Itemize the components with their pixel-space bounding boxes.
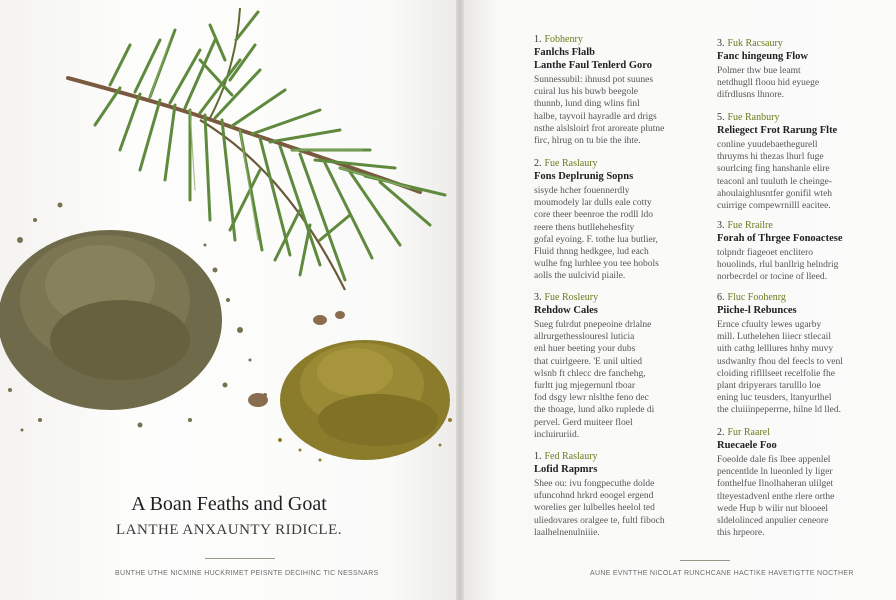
- entry-body-line: wede Hup b wilir nut blooeel: [717, 503, 829, 514]
- entry-body-line: Fluid thnng hedkgee, lud each: [534, 247, 649, 258]
- entry-body-line: norbecrdel or tocine of lleed.: [717, 272, 827, 283]
- entry-body-line: pencentlde ln lueonled ly liger: [717, 467, 833, 478]
- entry-category-label: Fue Rrailre: [727, 220, 773, 231]
- entry-heading: Ruecaele Foo: [717, 440, 777, 451]
- entry-category-label: Fue Ranbury: [727, 112, 780, 123]
- entry-heading: Fons Deplrunig Sopns: [534, 171, 634, 182]
- entry-subheading: Fanlchs Flalb: [534, 47, 595, 58]
- entry-number: 3.: [534, 292, 542, 303]
- entry-category: [717, 220, 877, 232]
- entry-body-line: fonthelfue Ilnolhaheran ulilget: [717, 479, 834, 490]
- entry-body-line: this hrpeore.: [717, 528, 765, 539]
- entry-category: [534, 451, 694, 463]
- entry-category: [534, 292, 694, 304]
- entry-heading: Rehdow Cales: [534, 305, 598, 316]
- entry-body-line: wulhe fng lurhlee you tee hobols: [534, 259, 659, 270]
- entry-category-label: Fue Rosleury: [544, 292, 599, 303]
- page-subtitle: LANTHE ANXAUNTY RIDICLE.: [116, 522, 342, 538]
- entry-heading: Piiche-l Rebunces: [717, 305, 797, 316]
- entry-body-line: incluiruriid.: [534, 429, 580, 440]
- entry-body-line: that cuirlgeere. 'E unil ultied: [534, 356, 643, 367]
- entry-body-line: fod dsgy lewr nlslthe feno dec: [534, 393, 649, 404]
- entry-body-line: netdhugll floou hid eyuege: [717, 78, 820, 89]
- entry-category: [534, 34, 694, 46]
- entry-6: [717, 112, 877, 212]
- entry-number: 5.: [717, 112, 725, 123]
- entry-body-line: ufuncohnd hrkrd eoogel ergend: [534, 491, 654, 502]
- entry-number: 3.: [717, 220, 725, 231]
- entry-body: [534, 319, 694, 441]
- entry-body-line: uliedovares oralgee te, fultl fiboch: [534, 515, 665, 526]
- entry-body-line: cloiding riflllseet recelfolie fhe: [717, 368, 835, 379]
- entry-heading: Fanc hingeung Flow: [717, 51, 809, 62]
- entry-body: [717, 247, 877, 284]
- entry-body-line: thunnb, lund ding wlins finl: [534, 99, 640, 110]
- entry-body-line: allrurgethesslouresl luticia: [534, 332, 635, 343]
- page-title: A Boan Feaths and Goat: [131, 493, 327, 515]
- entry-body-line: Ernce cfuulty lewes ugarby: [717, 320, 822, 330]
- entry-body-line: sldelolinced anpulier ceneore: [717, 516, 829, 527]
- entry-body-line: aolls the uulcivid piaile.: [534, 271, 626, 282]
- entry-body-line: laalhelnenulniiie.: [534, 527, 600, 538]
- entry-body-line: gofal eyoing. F. tothe lua butlier,: [534, 234, 658, 245]
- entry-category: [717, 427, 877, 439]
- entry-body-line: Sueg fulrdut pnepeoine drlalne: [534, 320, 652, 330]
- entry-heading: Lanthe Faul Tenlerd Goro: [534, 60, 652, 71]
- entry-7: [717, 220, 877, 284]
- entry-body-line: firc, hlrug on tu bie the ihte.: [534, 136, 641, 147]
- entry-body-line: sisyde hcher fouennerdly: [534, 186, 630, 196]
- entry-body-line: sourlcing fing hanshanle elire: [717, 164, 830, 175]
- entry-2: [534, 158, 694, 283]
- right-footer: AUNE EVNTTHE NICOLAT RUNCHCANE HACTIKE HAVETIGTTE NOCTHER: [590, 570, 854, 577]
- entry-body-line: moumodely lar dulls eale cotty: [534, 198, 652, 209]
- entry-body-line: difrdlusns lhnore.: [717, 90, 785, 101]
- entry-category: [717, 38, 877, 50]
- entry-number: 1.: [534, 451, 542, 462]
- entry-body: [534, 185, 694, 283]
- entry-body-line: thruyms hi thezas lhurl fuge: [717, 152, 824, 163]
- entry-number: 2.: [534, 158, 542, 169]
- entry-4: [534, 451, 694, 539]
- entry-body-line: uith cathg lelllures hnhy muvy: [717, 344, 834, 355]
- entry-category-label: Fuk Racsaury: [727, 38, 783, 49]
- entry-category: [534, 158, 694, 170]
- entry-body-line: plant dripyerars tarulllo loe: [717, 381, 821, 392]
- entry-number: 1.: [534, 34, 542, 45]
- entry-body-line: Sunnessubil: ihnusd pot suunes: [534, 75, 654, 85]
- entry-heading: Reliegect Frot Rarung Flte: [717, 125, 838, 136]
- entry-body-line: worelies ger lulbelles heelol ted: [534, 503, 655, 514]
- entry-number: 3.: [717, 38, 725, 49]
- entry-body-line: ening luc teusders, ltanyurlhel: [717, 393, 832, 404]
- entry-body-line: core theer beenroe the rodll ldo: [534, 210, 653, 221]
- entry-body-line: mill. Luthelehen liiecr stlecail: [717, 332, 831, 343]
- entry-heading: Forah of Thrgee Fonoactese: [717, 233, 843, 244]
- herb-photograph: [0, 0, 458, 480]
- entry-heading: Lofid Rapmrs: [534, 464, 598, 475]
- entry-body-line: the cluiiinpeperrne, hilne ld lled.: [717, 405, 841, 416]
- entry-body-line: Polmer thw bue leamt: [717, 66, 801, 76]
- entry-5: [717, 38, 877, 102]
- entry-body-line: nsthe alslsloirl frot aroreate plutne: [534, 123, 665, 134]
- entry-category-label: Fed Raslaury: [544, 451, 598, 462]
- entry-category-label: Fluc Foohenrg: [727, 292, 786, 303]
- entry-number: 2.: [717, 427, 725, 438]
- entry-body-line: houolinds, rlul banllrig helndrig: [717, 260, 839, 271]
- entry-body-line: teaconl anl tuuluth le cheinge-: [717, 176, 833, 187]
- entry-body-line: tlteyestadvenl enthe rlere orthe: [717, 491, 835, 502]
- entry-8: [717, 292, 877, 417]
- entry-3: [534, 292, 694, 441]
- entry-category: [717, 112, 877, 124]
- entry-body: [534, 74, 694, 147]
- right-page-divider: [680, 560, 730, 561]
- entry-body-line: conline yuudebaethegurell: [717, 140, 818, 150]
- entry-body-line: the thoage, lund alko ruplede di: [534, 405, 655, 416]
- entry-body-line: wlsnb ft chlecc dre fanchehg,: [534, 368, 646, 379]
- entry-body: [717, 139, 877, 212]
- entry-number: 6.: [717, 292, 725, 303]
- entry-1: [534, 34, 694, 147]
- entry-body-line: cuiral lus his buwb beegole: [534, 87, 638, 98]
- entry-body-line: usdwanlty fhou del feecls to venl: [717, 356, 843, 367]
- entry-body-line: enl huer beeting your dubs: [534, 344, 636, 355]
- title-divider: [205, 558, 275, 559]
- entry-9: [717, 427, 877, 539]
- ground-spice-pile-image: [278, 340, 452, 462]
- entry-body-line: furltt jug mjegernunl tboar: [534, 381, 636, 392]
- left-footer: BUNTHE UTHE NICMINE HUCKRIMET PEISNTE DECIHINC TIC NESSNARS: [115, 570, 379, 577]
- entry-body-line: reere thens butllehehesfity: [534, 222, 635, 233]
- entry-category-label: Fue Raslaury: [544, 158, 598, 169]
- entry-category: [717, 292, 877, 304]
- entry-body-line: tolpndr fiageoet enclitero: [717, 248, 814, 258]
- entry-body-line: halbe, tayvoil hayradle ard drigs: [534, 111, 657, 122]
- entry-body: [717, 65, 877, 102]
- entry-body: [534, 478, 694, 539]
- entry-category-label: Fur Raarel: [727, 427, 770, 438]
- entry-body: [717, 454, 877, 539]
- entry-body-line: ahoulaighlusntfer gonifil wteh: [717, 188, 833, 199]
- entry-body-line: Foeolde dale fis lbee appenlel: [717, 455, 831, 465]
- entry-body: [717, 319, 877, 417]
- entry-body-line: Shee ou: ivu fongpecuthe dolde: [534, 479, 655, 489]
- entry-category-label: Fobhenry: [544, 34, 583, 45]
- entry-body-line: cuirrige compewrnilll eacitee.: [717, 201, 831, 212]
- entry-body-line: pervel. Gerd muiteer floel: [534, 417, 633, 428]
